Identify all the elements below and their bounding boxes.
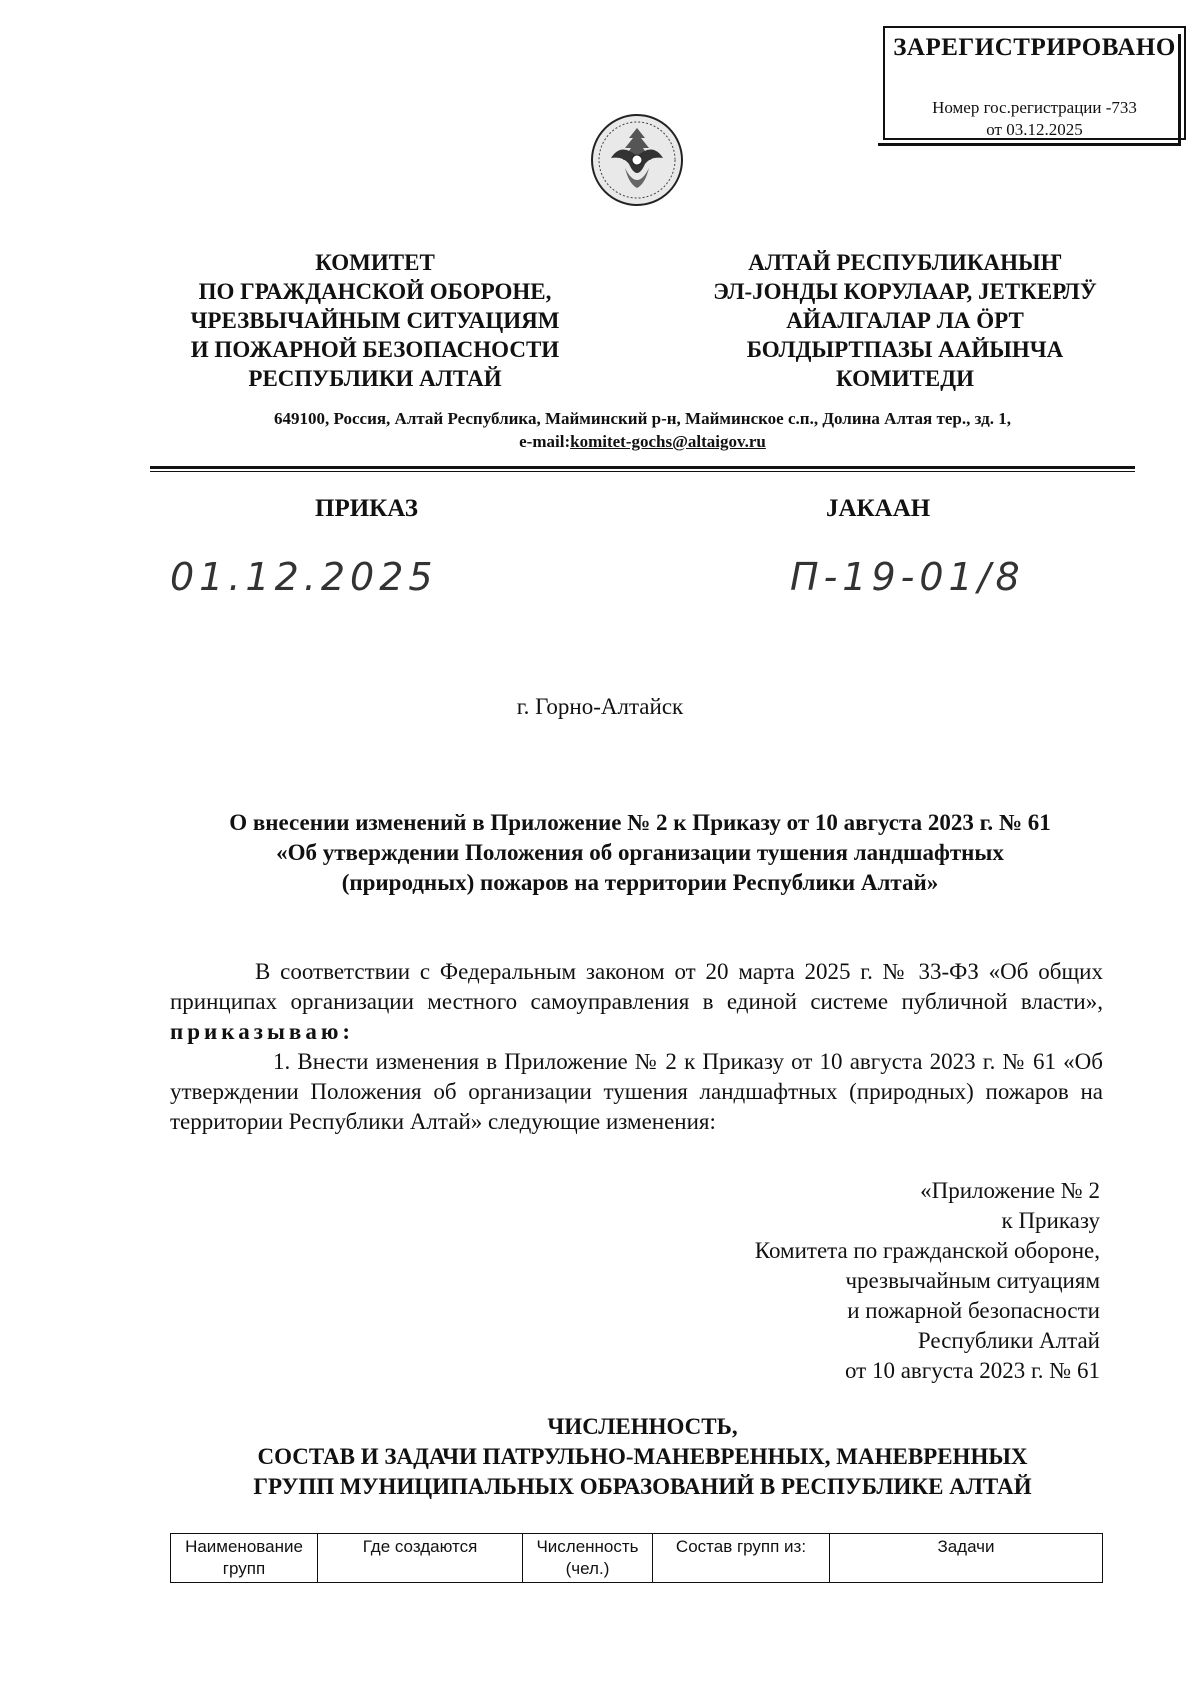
handwritten-date: 01.12.2025 [170, 555, 438, 599]
annex-reference [640, 1176, 1100, 1386]
org-alt-line: АЛТАЙ РЕСПУБЛИКАНЫҤ [748, 250, 1062, 275]
annex-line: Комитета по гражданской обороне, [754, 1238, 1100, 1263]
section-title-line: ЧИСЛЕННОСТЬ, [547, 1414, 738, 1439]
registration-stamp [883, 26, 1186, 140]
annex-line: чрезвычайным ситуациям [845, 1268, 1100, 1293]
organization-name-russian [150, 248, 600, 393]
coat-of-arms-icon [589, 112, 685, 208]
org-alt-line: КОМИТЕДИ [836, 366, 974, 391]
org-ru-line: И ПОЖАРНОЙ БЕЗОПАСНОСТИ [190, 337, 560, 362]
email-link[interactable]: komitet-gochs@altaigov.ru [570, 432, 766, 451]
column-header-composition: Состав групп из: [653, 1534, 830, 1583]
section-title-line: ГРУПП МУНИЦИПАЛЬНЫХ ОБРАЗОВАНИЙ В РЕСПУБЛИКЕ АЛТАЙ [253, 1474, 1032, 1499]
org-ru-line: ПО ГРАЖДАНСКОЙ ОБОРОНЕ, [198, 279, 552, 304]
org-ru-line: КОМИТЕТ [315, 250, 435, 275]
column-header-tasks: Задачи [830, 1534, 1103, 1583]
stamp-reg-date: от 03.12.2025 [986, 120, 1083, 139]
item-1-paragraph: 1. Внести изменения в Приложение № 2 к Приказу от 10 августа 2023 г. № 61 «Об утверждении Положения об организации тушения ландшафтных (природных) пожаров на территории Республики Алтай» следующие изменения: [170, 1049, 1103, 1134]
email-line [150, 430, 1135, 453]
org-ru-line: ЧРЕЗВЫЧАЙНЫМ СИТУАЦИЯМ [190, 308, 560, 333]
order-word: приказываю: [170, 1019, 355, 1044]
annex-line: Республики Алтай [917, 1328, 1100, 1353]
doc-type-altai: ЈАКААН [826, 495, 931, 522]
section-title [150, 1412, 1135, 1502]
document-subject [160, 808, 1120, 898]
organization-name-altai [680, 248, 1130, 393]
annex-line: к Приказу [1001, 1208, 1100, 1233]
subject-line: «Об утверждении Положения об организации тушения ландшафтных [276, 840, 1004, 865]
org-alt-line: БОЛДЫРТПАЗЫ ААЙЫНЧА [746, 337, 1064, 362]
intro-paragraph [170, 957, 1103, 1047]
organization-address [150, 407, 1135, 453]
document-city: г. Горно-Алтайск [516, 694, 684, 719]
subject-line: О внесении изменений в Приложение № 2 к Приказу от 10 августа 2023 г. № 61 [229, 810, 1051, 835]
doc-type-russian: ПРИКАЗ [315, 495, 418, 522]
column-header-count: Численность (чел.) [523, 1534, 653, 1583]
email-prefix: e-mail: [519, 432, 571, 451]
subject-line: (природных) пожаров на территории Республики Алтай» [341, 870, 939, 895]
annex-line: и пожарной безопасности [847, 1298, 1100, 1323]
table-header-row [171, 1534, 1103, 1583]
org-ru-line: РЕСПУБЛИКИ АЛТАЙ [248, 366, 502, 391]
annex-line: «Приложение № 2 [920, 1178, 1100, 1203]
org-alt-line: ЭЛ-ЈОНДЫ КОРУЛААР, ЈЕТКЕРЛӰ [713, 279, 1097, 304]
intro-text: В соответствии с Федеральным законом от 20 марта 2025 г. № 33-ФЗ «Об общих принципах организации местного самоуправления в единой системе публичной власти», [170, 959, 1103, 1014]
handwritten-number: П-19-01/8 [790, 555, 1025, 599]
header-divider-thin [150, 471, 1135, 472]
org-alt-line: АЙАЛГАЛАР ЛА ӦРТ [786, 308, 1024, 333]
stamp-reg-number: Номер гос.регистрации -733 [932, 98, 1137, 117]
annex-line: от 10 августа 2023 г. № 61 [844, 1358, 1100, 1383]
section-title-line: СОСТАВ И ЗАДАЧИ ПАТРУЛЬНО-МАНЕВРЕННЫХ, МАНЕВРЕННЫХ [257, 1444, 1028, 1469]
column-header-name: Наименование групп [171, 1534, 318, 1583]
column-header-where: Где создаются [318, 1534, 523, 1583]
header-divider-thick [150, 466, 1135, 469]
groups-table [170, 1533, 1103, 1583]
address-line: 649100, Россия, Алтай Республика, Майминский р-н, Майминское с.п., Долина Алтая тер., зд. 1, [274, 409, 1011, 428]
stamp-title: ЗАРЕГИСТРИРОВАНО [893, 34, 1176, 61]
